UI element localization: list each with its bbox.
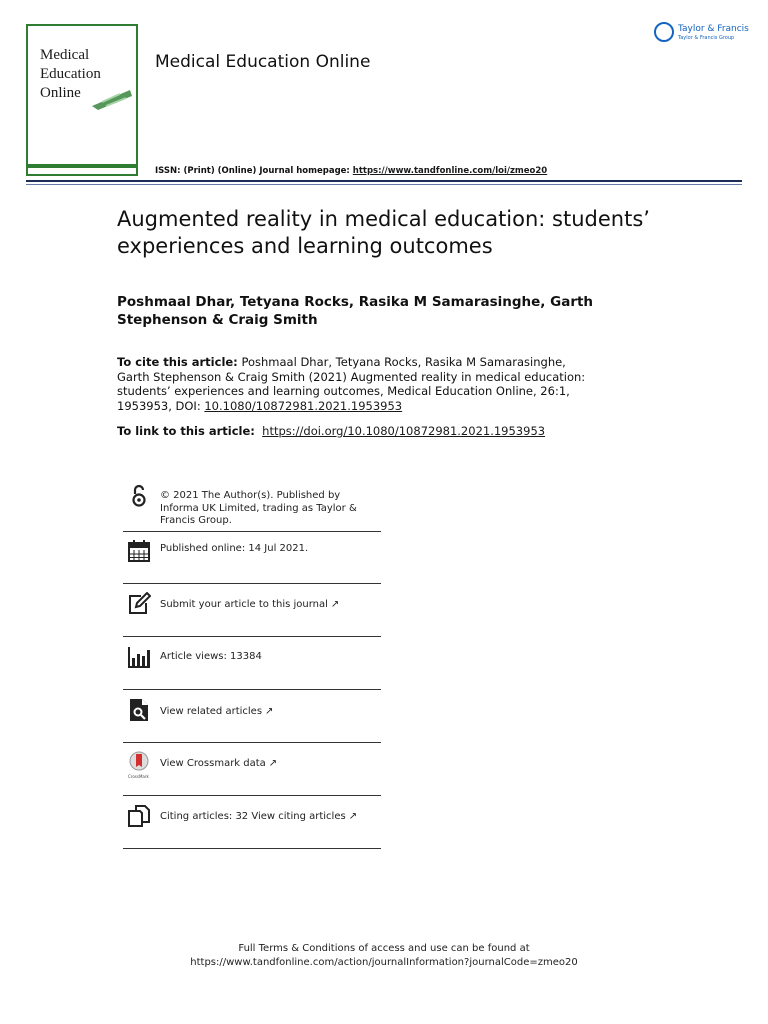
external-link-icon: ↗ <box>330 599 340 610</box>
publisher-logo-text: Taylor & Francis <box>678 24 749 34</box>
citing-icon <box>127 804 151 828</box>
journal-cover <box>26 24 138 176</box>
citing-text: Citing articles: 32 View citing articles <box>160 811 346 822</box>
issn-prefix: ISSN: (Print) (Online) Journal homepage: <box>155 166 353 176</box>
cover-bar <box>28 164 136 168</box>
crossmark-link[interactable] <box>160 758 277 771</box>
external-link-icon: ↗ <box>268 758 278 769</box>
cite-doi-link[interactable]: 10.1080/10872981.2021.1953953 <box>204 398 403 413</box>
license-text: © 2021 The Author(s). Published by Informa UK Limited, trading as Taylor & Francis Group. <box>160 490 357 526</box>
related-articles-link[interactable] <box>160 706 273 719</box>
publisher-logo-icon <box>654 22 674 42</box>
published-row <box>123 532 381 584</box>
issn-line <box>155 166 547 176</box>
footer-terms-url[interactable]: https://www.tandfonline.com/action/journalInformation?journalCode=zmeo20 <box>190 957 578 968</box>
publisher-logo-sub: Taylor & Francis Group <box>678 35 735 41</box>
citation-block <box>117 355 597 413</box>
submit-text: Submit your article to this journal <box>160 599 328 610</box>
bar-chart-icon <box>127 645 151 669</box>
crossmark-icon <box>127 751 151 775</box>
footer-line1: Full Terms & Conditions of access and use can be found at <box>238 943 530 954</box>
header-rule-thin <box>26 184 742 185</box>
article-link-line <box>117 424 545 438</box>
citing-articles-link[interactable] <box>160 811 357 824</box>
article-info-list <box>123 484 381 849</box>
related-row[interactable] <box>123 690 381 743</box>
published-text: Published online: 14 Jul 2021. <box>160 543 309 554</box>
views-row <box>123 637 381 690</box>
journal-name: Medical Education Online <box>155 52 371 72</box>
header-rule <box>26 180 742 182</box>
crossmark-row[interactable] <box>123 743 381 796</box>
license-row <box>123 484 381 532</box>
search-document-icon <box>127 698 151 722</box>
cover-leaf-graphic <box>90 86 134 112</box>
article-title: Augmented reality in medical education: students’ experiences and learning outcomes <box>117 207 650 258</box>
external-link-icon: ↗ <box>265 706 274 717</box>
article-doi-link[interactable]: https://doi.org/10.1080/10872981.2021.1953953 <box>262 424 546 438</box>
article-authors: Poshmaal Dhar, Tetyana Rocks, Rasika M Samarasinghe, Garth Stephenson & Craig Smith <box>117 294 594 328</box>
views-text: Article views: 13384 <box>160 651 262 662</box>
link-label: To link to this article: <box>117 424 255 438</box>
journal-homepage-link[interactable]: https://www.tandfonline.com/loi/zmeo20 <box>352 166 548 176</box>
cover-title: Medical Education Online <box>40 47 101 101</box>
crossmark-icon-label: CrossMark <box>128 774 149 779</box>
crossmark-text: View Crossmark data <box>160 758 266 769</box>
submit-row[interactable] <box>123 584 381 637</box>
calendar-icon <box>127 539 151 563</box>
edit-icon <box>127 592 151 616</box>
submit-article-link[interactable] <box>160 599 339 612</box>
cite-label: To cite this article: <box>117 355 238 369</box>
footer <box>0 942 768 970</box>
external-link-icon: ↗ <box>348 811 358 822</box>
citing-row[interactable] <box>123 796 381 849</box>
cite-text: Poshmaal Dhar, Tetyana Rocks, Rasika M Samarasinghe, Garth Stephenson & Craig Smith (2021) Augmented reality in medical education: students’ experiences and learning outcomes, Medical Education Online, 26:1, 1953953, DOI: <box>117 355 586 413</box>
open-access-icon <box>127 484 151 508</box>
related-text: View related articles <box>160 706 263 717</box>
